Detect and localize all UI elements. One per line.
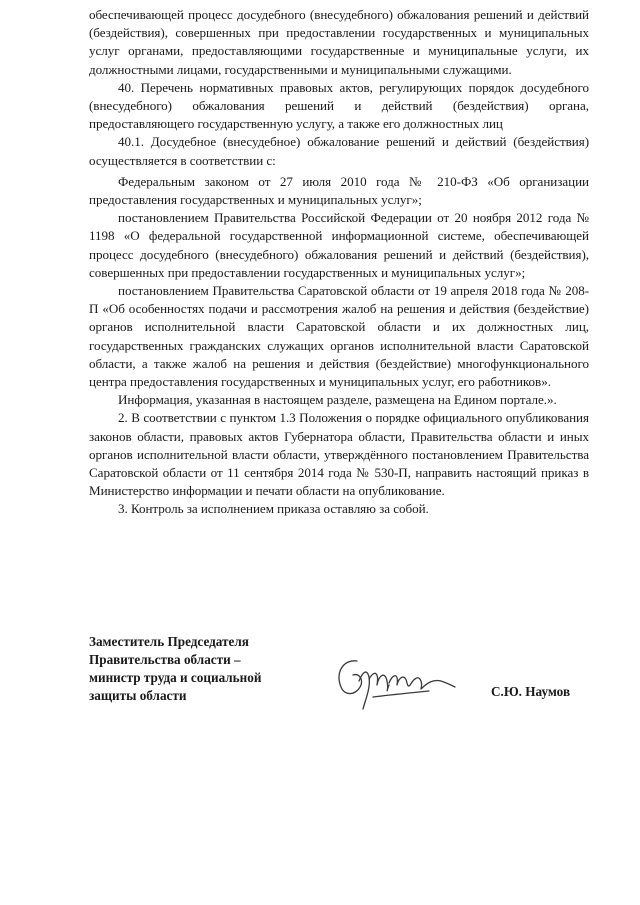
handwritten-signature bbox=[329, 651, 459, 713]
signatory-title-line: министр труда и социальной bbox=[89, 670, 262, 685]
paragraph-rf-resolution: постановлением Правительства Российской Федерации от 20 ноября 2012 года № 1198 «О федеральной государственной информационной системе, обеспечивающей процесс досудебного (внесудебного) обжалования решений и действий (бездействия), совершенных при предоставлении государственных и муниципальных услуг»; bbox=[89, 210, 589, 280]
paragraph-item-2: 2. В соответствии с пунктом 1.3 Положения о порядке официального опубликования законов области, правовых актов Губернатора области, Правительства области и иных органов исполнительной власти области, утверждённого постановлением Правительства Саратовской области от 11 сентября 2014 года № 530-П, направить настоящий приказ в Министерство информации и печати области на опубликование. bbox=[89, 410, 589, 499]
signatory-title-line: защиты области bbox=[89, 688, 187, 703]
signatory-name: С.Ю. Наумов bbox=[491, 684, 571, 699]
paragraph-item-3: 3. Контроль за исполнением приказа оставляю за собой. bbox=[118, 501, 429, 517]
signatory-title-line: Заместитель Председателя bbox=[89, 634, 249, 649]
paragraph-continuation: обеспечивающей процесс досудебного (внесудебного) обжалования решений и действий (бездействия), совершенных при предоставлении государственных и муниципальных услуг органами, предоставляющими государственные и муниципальные услуги, их должностными лицами, государственными и муниципальными служащими. bbox=[89, 7, 589, 77]
paragraph-info-portal: Информация, указанная в настоящем разделе, размещена на Едином портале.». bbox=[118, 392, 557, 408]
signature-block bbox=[89, 633, 589, 723]
document-body bbox=[89, 6, 589, 519]
signatory-title-line: Правительства области – bbox=[89, 652, 241, 667]
signatory-title bbox=[89, 633, 289, 705]
paragraph-40-1: 40.1. Досудебное (внесудебное) обжалование решений и действий (бездействия) осуществляется в соответствии с: bbox=[89, 134, 589, 168]
paragraph-federal-law: Федеральным законом от 27 июля 2010 года № 210-ФЗ «Об организации предоставления государственных и муниципальных услуг»; bbox=[89, 173, 589, 208]
paragraph-saratov-resolution: постановлением Правительства Саратовской области от 19 апреля 2018 года № 208-П «Об особенностях подачи и рассмотрения жалоб на решения и действия (бездействие) органов исполнительной власти Саратовской области и их должностных лиц, государственных гражданских служащих органов исполнительной власти Саратовской области, а также жалоб на решения и действия (бездействие) многофункционального центра предоставления государственных и муниципальных услуг, его работников». bbox=[89, 283, 589, 390]
paragraph-section-40: 40. Перечень нормативных правовых актов, регулирующих порядок досудебного (внесудебного) обжалования решений и действий (бездействия) органа, предоставляющего государственную услугу, а также его должностных лиц bbox=[89, 79, 589, 132]
